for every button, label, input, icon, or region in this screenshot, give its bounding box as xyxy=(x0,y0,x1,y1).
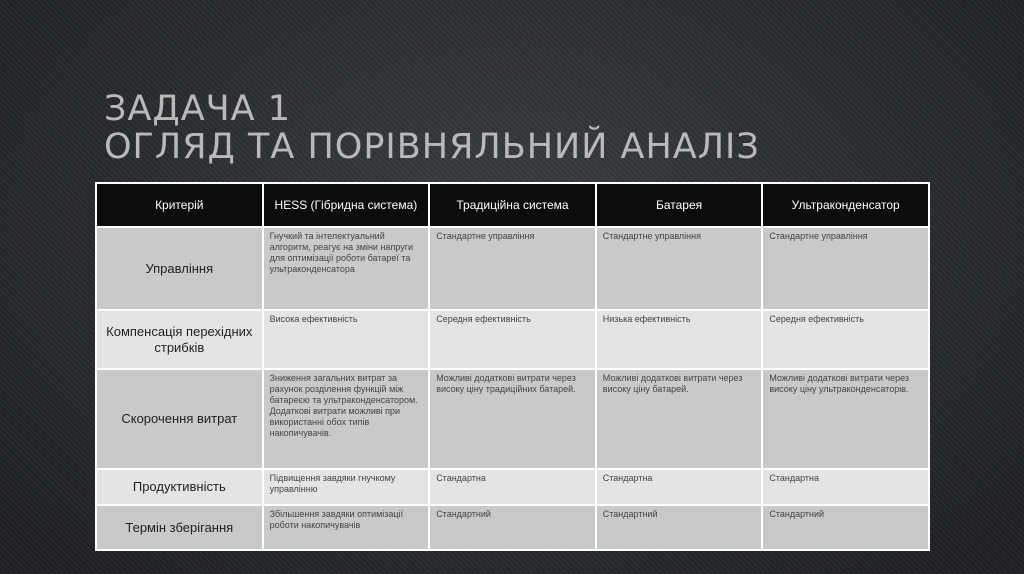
criterion-cell: Термін зберігання xyxy=(96,505,263,550)
table-row xyxy=(96,369,929,469)
table-header-row xyxy=(96,183,929,227)
table-cell: Стандартний xyxy=(596,505,763,550)
criterion-cell: Компенсація перехідних стрибків xyxy=(96,310,263,369)
table-cell: Стандартна xyxy=(429,469,596,505)
column-header: Батарея xyxy=(596,183,763,227)
table-cell: Стандартна xyxy=(596,469,763,505)
table-cell: Середня ефективність xyxy=(429,310,596,369)
slide-title xyxy=(104,90,760,166)
column-header: HESS (Гібридна система) xyxy=(263,183,430,227)
table-row xyxy=(96,505,929,550)
criterion-cell: Управління xyxy=(96,227,263,310)
table-cell: Низька ефективність xyxy=(596,310,763,369)
table-cell: Гнучкий та інтелектуальний алгоритм, реагує на зміни напруги для оптимізації роботи батареї та ультраконденсатора xyxy=(263,227,430,310)
criterion-cell: Продуктивність xyxy=(96,469,263,505)
table-row xyxy=(96,469,929,505)
table-cell: Можливі додаткові витрати через високу ціну батарей. xyxy=(596,369,763,469)
table-cell: Стандартна xyxy=(762,469,929,505)
title-line-2: ОГЛЯД ТА ПОРІВНЯЛЬНИЙ АНАЛІЗ xyxy=(104,127,760,167)
column-header: Традиційна система xyxy=(429,183,596,227)
table-cell: Можливі додаткові витрати через високу ціну ультраконденсаторів. xyxy=(762,369,929,469)
table-cell: Стандартне управління xyxy=(762,227,929,310)
criterion-cell: Скорочення витрат xyxy=(96,369,263,469)
table-cell: Стандартне управління xyxy=(429,227,596,310)
column-header: Ультраконденсатор xyxy=(762,183,929,227)
table-cell: Стандартний xyxy=(429,505,596,550)
column-header: Критерій xyxy=(96,183,263,227)
table-cell: Стандартне управління xyxy=(596,227,763,310)
table-row xyxy=(96,310,929,369)
table-cell: Збільшення завдяки оптимізації роботи накопичувачів xyxy=(263,505,430,550)
table-cell: Підвищення завдяки гнучкому управлінню xyxy=(263,469,430,505)
table-cell: Можливі додаткові витрати через високу ціну традиційних батарей. xyxy=(429,369,596,469)
table-cell: Середня ефективність xyxy=(762,310,929,369)
table-cell: Зниження загальних витрат за рахунок розділення функцій між батареєю та ультраконденсатором. Додаткові витрати можливі при використанні обох типів накопичувачів. xyxy=(263,369,430,469)
title-line-1: ЗАДАЧА 1 xyxy=(104,89,291,129)
table-cell: Висока ефективність xyxy=(263,310,430,369)
table-row xyxy=(96,227,929,310)
table-cell: Стандартний xyxy=(762,505,929,550)
comparison-table xyxy=(95,182,930,551)
